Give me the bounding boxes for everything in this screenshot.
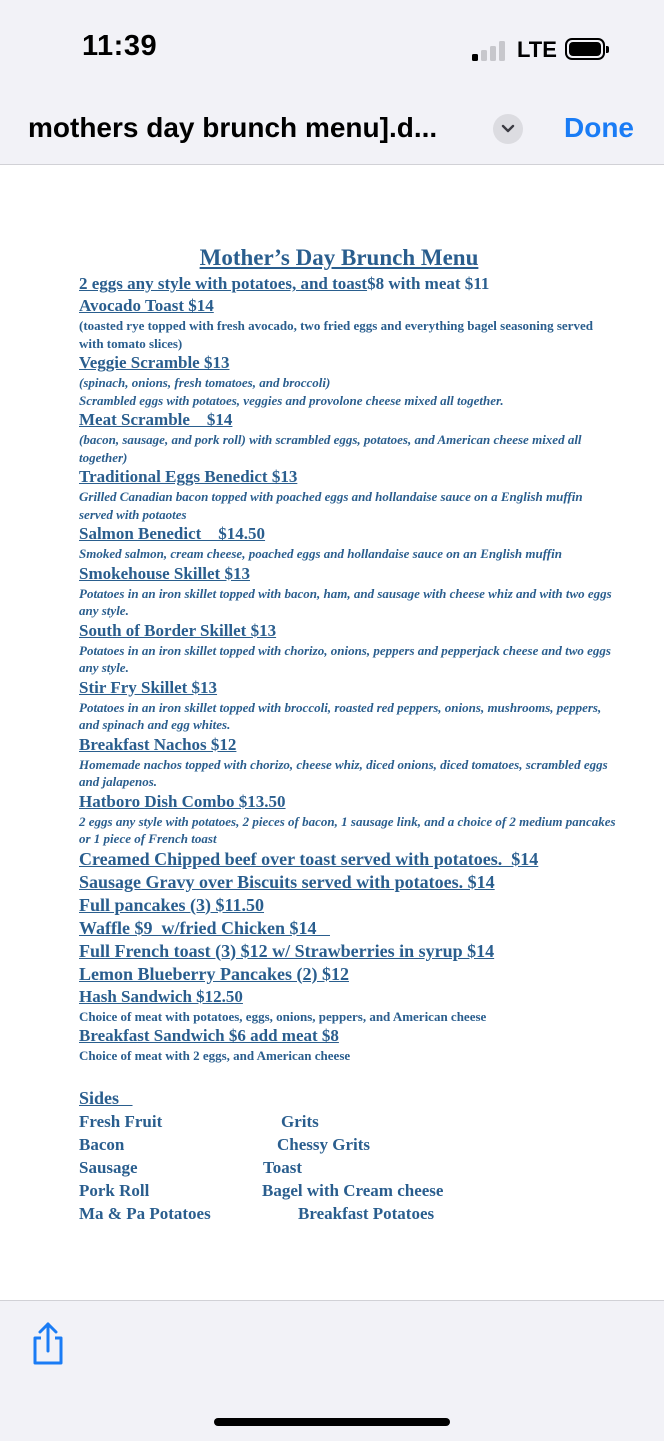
chevron-down-icon xyxy=(501,123,515,135)
menu-item-desc: Potatoes in an iron skillet topped with bacon, ham, and sausage with cheese whiz and with two eggs any style. xyxy=(79,585,612,618)
menu-line: Lemon Blueberry Pancakes (2) $12 xyxy=(79,963,349,984)
menu-line: Full pancakes (3) $11.50 xyxy=(79,894,265,915)
nav-bar xyxy=(0,100,664,165)
menu-item-desc: (toasted rye topped with fresh avocado, two fried eggs and everything bagel seasoning served with tomato slices) xyxy=(79,318,593,351)
menu-title: Mother’s Day Brunch Menu xyxy=(199,245,479,270)
side-item: Fresh Fruit xyxy=(79,1111,163,1131)
menu-item-desc: Smoked salmon, cream cheese, poached eggs and hollandaise sauce on an English muffin xyxy=(79,546,562,561)
sides-heading: Sides xyxy=(79,1087,133,1108)
menu-item-title: Salmon Benedict $14.50 xyxy=(79,524,266,543)
share-button[interactable] xyxy=(28,1321,68,1372)
bottom-toolbar xyxy=(0,1300,664,1441)
side-item: Bacon xyxy=(79,1134,125,1154)
menu-item-desc: Choice of meat with 2 eggs, and American cheese xyxy=(79,1048,351,1063)
cellular-signal-icon xyxy=(472,39,508,61)
menu-content xyxy=(79,243,619,1225)
share-icon xyxy=(28,1321,68,1367)
home-indicator[interactable] xyxy=(214,1418,450,1426)
side-item: Grits xyxy=(281,1111,319,1131)
menu-item-title: Smokehouse Skillet $13 xyxy=(79,563,250,583)
status-bar xyxy=(0,0,664,100)
menu-item-desc: Scrambled eggs with potatoes, veggies and provolone cheese mixed all together. xyxy=(79,392,504,408)
menu-item-desc: (bacon, sausage, and pork roll) with scrambled eggs, potatoes, and American cheese mixed all together) xyxy=(79,432,582,465)
side-item: Ma & Pa Potatoes xyxy=(79,1203,211,1223)
menu-item-desc: Choice of meat with potatoes, eggs, onions, peppers, and American cheese xyxy=(79,1008,487,1024)
menu-item-desc: Grilled Canadian bacon topped with poached eggs and hollandaise sauce on a English muffin served with potaotes xyxy=(79,489,583,522)
title-menu-button[interactable] xyxy=(493,114,523,144)
done-button[interactable]: Done xyxy=(564,112,634,143)
side-item: Toast xyxy=(263,1157,303,1177)
sides-row xyxy=(79,1110,619,1133)
menu-line: Creamed Chipped beef over toast served with potatoes. $14 xyxy=(79,848,539,869)
sides-row xyxy=(79,1156,619,1179)
side-item: Chessy Grits xyxy=(277,1134,371,1154)
menu-item-title: Avocado Toast $14 xyxy=(79,296,214,315)
sides-row xyxy=(79,1202,619,1225)
menu-item-desc: 2 eggs any style with potatoes, 2 pieces of bacon, 1 sausage link, and a choice of 2 medium pancakes or 1 piece of French toast xyxy=(79,813,616,846)
menu-item-title: Hatboro Dish Combo $13.50 xyxy=(79,791,286,811)
side-item: Sausage xyxy=(79,1157,138,1177)
menu-item-title: Stir Fry Skillet $13 xyxy=(79,677,218,697)
document-viewer[interactable] xyxy=(0,165,664,1300)
battery-icon xyxy=(565,38,605,60)
status-time: 11:39 xyxy=(82,30,158,62)
carrier-label: LTE xyxy=(517,37,557,62)
side-item: Breakfast Potatoes xyxy=(298,1203,435,1223)
menu-line: Sausage Gravy over Biscuits served with potatoes. $14 xyxy=(79,871,495,892)
menu-item-title: Hash Sandwich $12.50 xyxy=(79,986,243,1006)
menu-item-desc: (spinach, onions, fresh tomatoes, and broccoli) xyxy=(79,375,331,390)
menu-line: Waffle $9 w/fried Chicken $14 xyxy=(79,917,330,938)
menu-item-desc: Homemade nachos topped with chorizo, cheese whiz, diced onions, diced tomatoes, scrambled eggs and jalapenos. xyxy=(79,756,608,789)
menu-item-title: Meat Scramble $14 xyxy=(79,410,233,429)
menu-item-title: South of Border Skillet $13 xyxy=(79,620,277,640)
menu-line: Full French toast (3) $12 w/ Strawberries in syrup $14 xyxy=(79,940,495,961)
menu-item-title: Breakfast Sandwich $6 add meat $8 xyxy=(79,1026,339,1045)
side-item: Bagel with Cream cheese xyxy=(262,1180,444,1200)
document-title: mothers day brunch menu].d... xyxy=(28,112,438,143)
intro-line: 2 eggs any style with potatoes, and toast$8 with meat $11 xyxy=(79,274,490,293)
menu-item-desc: Potatoes in an iron skillet topped with broccoli, roasted red peppers, onions, mushrooms, peppers, and spinach and egg whites. xyxy=(79,699,602,732)
menu-item-desc: Potatoes in an iron skillet topped with chorizo, onions, peppers and pepperjack cheese and two eggs any style. xyxy=(79,642,611,675)
side-item: Pork Roll xyxy=(79,1180,150,1200)
sides-row xyxy=(79,1179,619,1202)
sides-row xyxy=(79,1133,619,1156)
menu-item-title: Breakfast Nachos $12 xyxy=(79,734,237,754)
menu-item-title: Veggie Scramble $13 xyxy=(79,353,230,372)
menu-item-title: Traditional Eggs Benedict $13 xyxy=(79,467,298,486)
